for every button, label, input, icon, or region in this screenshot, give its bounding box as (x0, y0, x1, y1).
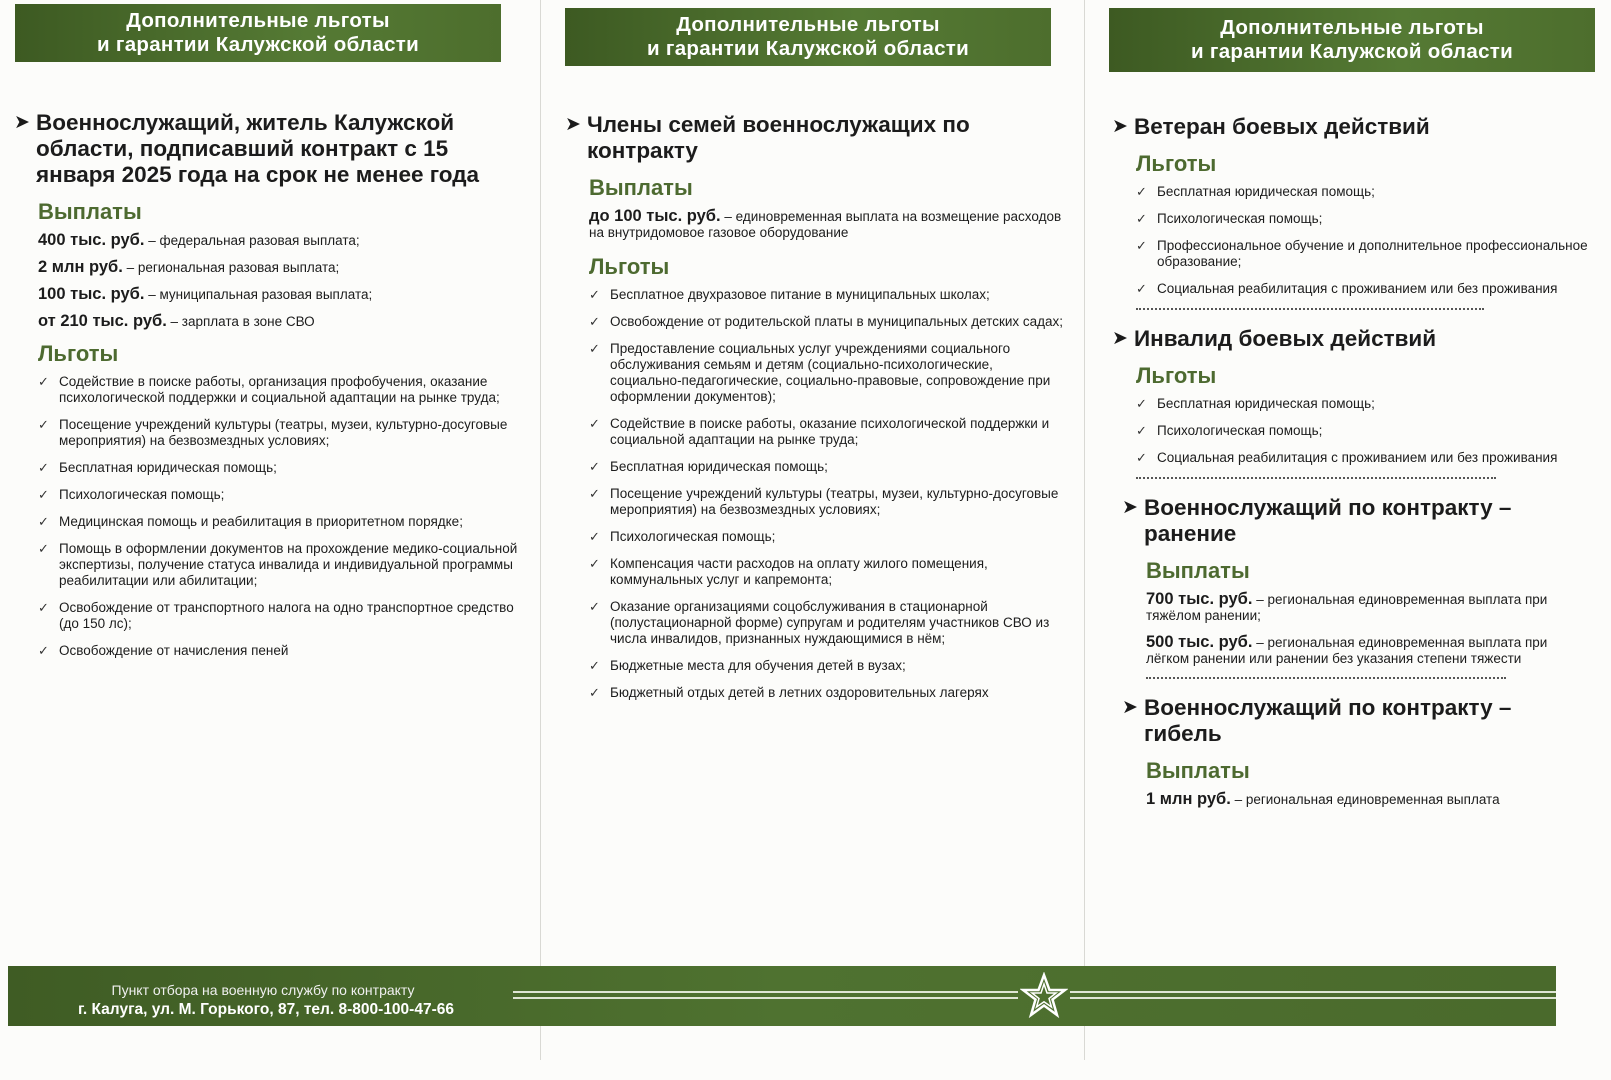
panel-servicemember-resident (0, 0, 540, 990)
payment-amount: 1 млн руб. (1146, 790, 1231, 808)
list-item (38, 374, 529, 406)
check-icon: ✓ (38, 460, 49, 475)
arrow-bullet-icon: ➤ (565, 114, 581, 135)
payments-subheading: Выплаты (589, 175, 693, 200)
list-item-text: Бесплатная юридическая помощь; (610, 459, 828, 474)
check-icon: ✓ (1136, 450, 1147, 465)
payment-amount: 2 млн руб. (38, 258, 123, 276)
list-item (38, 417, 529, 449)
list-item (589, 287, 1065, 303)
list-item (589, 314, 1065, 330)
list-item (589, 341, 1065, 405)
check-icon: ✓ (1136, 281, 1147, 296)
list-item (38, 487, 529, 503)
check-icon: ✓ (38, 417, 49, 432)
panel-header (565, 8, 1051, 66)
section-heading-text: Военнослужащий, житель Калужской области, подписавший контракт с 15 января 2025 года на срок не менее года (36, 110, 480, 187)
header-title-line2: и гарантии Калужской области (1190, 40, 1514, 63)
payment-amount: 700 тыс. руб. (1146, 590, 1253, 608)
section-heading-text: Члены семей военнослужащих по контракту (587, 112, 970, 163)
payment-desc: – зарплата в зоне СВО (166, 314, 315, 329)
check-icon: ✓ (1136, 238, 1147, 253)
benefits-list (1136, 184, 1592, 297)
check-icon: ✓ (589, 314, 600, 329)
payment-desc: – региональная единовременная выплата при тяжёлом ранении; (1146, 592, 1548, 623)
list-item-text: Социальная реабилитация с проживанием или без проживания (1157, 281, 1558, 296)
panel-header (15, 4, 501, 62)
list-item (589, 685, 1065, 701)
list-item-text: Содействие в поиске работы, организация профобучения, оказание психологической поддержки и социальной адаптации на рынке труда; (59, 374, 500, 405)
list-item (589, 416, 1065, 448)
list-item-text: Посещение учреждений культуры (театры, музеи, культурно-досуговые мероприятия) на безвозмездных условиях; (610, 486, 1059, 517)
check-icon: ✓ (1136, 184, 1147, 199)
list-item (1136, 396, 1592, 412)
payment-desc: – региональная разовая выплата; (122, 260, 340, 275)
payment-amount: от 210 тыс. руб. (38, 312, 167, 330)
payments-subheading: Выплаты (1146, 558, 1250, 583)
payment-desc: – муниципальная разовая выплата; (144, 287, 373, 302)
section-heading-text: Инвалид боевых действий (1134, 326, 1437, 351)
check-icon: ✓ (589, 685, 600, 700)
section-heading (565, 112, 1065, 164)
arrow-bullet-icon: ➤ (1112, 328, 1128, 349)
payment-item (38, 259, 529, 276)
panel-content (1112, 114, 1592, 818)
panel-header (1109, 8, 1595, 72)
list-item (589, 459, 1065, 475)
section-heading (1112, 326, 1592, 352)
payments-subheading: Выплаты (1146, 758, 1250, 783)
list-item-text: Бесплатная юридическая помощь; (1157, 396, 1375, 411)
list-item-text: Освобождение от начисления пеней (59, 643, 289, 658)
check-icon: ✓ (589, 459, 600, 474)
dotted-divider (1146, 677, 1506, 679)
list-item (38, 460, 529, 476)
list-item-text: Бюджетный отдых детей в летних оздоровительных лагерях (610, 685, 989, 700)
list-item-text: Медицинская помощь и реабилитация в приоритетном порядке; (59, 514, 463, 529)
check-icon: ✓ (38, 643, 49, 658)
section-heading (1122, 495, 1592, 547)
list-item-text: Профессиональное обучение и дополнительное профессиональное образование; (1157, 238, 1588, 269)
footer-stripe (1070, 991, 1556, 993)
panel-family-members (540, 0, 1084, 990)
payment-item (1146, 591, 1592, 624)
arrow-bullet-icon: ➤ (1122, 697, 1138, 718)
benefits-list (38, 374, 529, 659)
list-item (1136, 281, 1592, 297)
check-icon: ✓ (1136, 423, 1147, 438)
check-icon: ✓ (589, 416, 600, 431)
check-icon: ✓ (589, 556, 600, 571)
section-heading (1112, 114, 1592, 140)
footer-line1: Пункт отбора на военную службу по контракту (111, 982, 415, 998)
payment-amount: 100 тыс. руб. (38, 285, 145, 303)
check-icon: ✓ (589, 287, 600, 302)
payment-amount: 400 тыс. руб. (38, 231, 145, 249)
check-icon: ✓ (1136, 396, 1147, 411)
payment-amount: до 100 тыс. руб. (589, 207, 721, 225)
check-icon: ✓ (1136, 211, 1147, 226)
list-item (1136, 450, 1592, 466)
footer-stripe (513, 991, 1018, 993)
arrow-bullet-icon: ➤ (14, 112, 30, 133)
list-item-text: Содействие в поиске работы, оказание психологической поддержки и социальной адаптации на рынке труда; (610, 416, 1050, 447)
section-heading-text: Военнослужащий по контракту – гибель (1144, 695, 1512, 746)
footer-stripe (1070, 997, 1556, 999)
list-item-text: Бесплатная юридическая помощь; (1157, 184, 1375, 199)
star-emblem-icon (1020, 972, 1068, 1020)
list-item (1136, 423, 1592, 439)
arrow-bullet-icon: ➤ (1112, 116, 1128, 137)
list-item (589, 599, 1065, 647)
list-item (589, 529, 1065, 545)
benefits-list (589, 287, 1065, 701)
payment-desc: – региональная единовременная выплата (1230, 792, 1500, 807)
benefits-list (1136, 396, 1592, 466)
payment-amount: 500 тыс. руб. (1146, 633, 1253, 651)
payment-desc: – региональная единовременная выплата при лёгком ранении или ранении без указания степени тяжести (1146, 635, 1548, 666)
dotted-divider (1136, 308, 1484, 310)
list-item-text: Посещение учреждений культуры (театры, музеи, культурно-досуговые мероприятия) на безвозмездных условиях; (59, 417, 508, 448)
payment-item (38, 286, 529, 303)
list-item (589, 556, 1065, 588)
header-title-line1: Дополнительные льготы (126, 9, 390, 32)
header-title-line1: Дополнительные льготы (1220, 16, 1484, 39)
footer-stripe (513, 997, 1018, 999)
list-item (1136, 238, 1592, 270)
list-item-text: Бесплатная юридическая помощь; (59, 460, 277, 475)
list-item (1136, 211, 1592, 227)
list-item (38, 600, 529, 632)
list-item-text: Оказание организациями соцобслуживания в стационарной (полустационарной форме) супругам и родителям участников СВО из числа инвалидов, признанных нуждающимися в нём; (610, 599, 1050, 646)
dotted-divider (1136, 477, 1496, 479)
payment-desc: – единовременная выплата на возмещение расходов на внутридомовое газовое оборудование (589, 209, 1062, 240)
check-icon: ✓ (38, 374, 49, 389)
list-item-text: Психологическая помощь; (610, 529, 776, 544)
list-item-text: Психологическая помощь; (1157, 423, 1323, 438)
check-icon: ✓ (589, 341, 600, 356)
check-icon: ✓ (38, 514, 49, 529)
header-title-line2: и гарантии Калужской области (96, 33, 420, 56)
payment-desc: – федеральная разовая выплата; (144, 233, 360, 248)
check-icon: ✓ (38, 487, 49, 502)
list-item-text: Компенсация части расходов на оплату жилого помещения, коммунальных услуг и капремонта; (610, 556, 988, 587)
list-item (38, 541, 529, 589)
panel-veterans-and-payments (1084, 0, 1611, 990)
list-item-text: Предоставление социальных услуг учреждениями социального обслуживания семьям и детям (социально-психологические, социально-педагогические, социально-правовые, сопровождение при оформлении документов); (610, 341, 1051, 404)
list-item (38, 643, 529, 659)
section-heading-text: Ветеран боевых действий (1134, 114, 1430, 139)
footer-banner (8, 966, 1556, 1026)
section-heading (14, 110, 529, 188)
check-icon: ✓ (589, 529, 600, 544)
check-icon: ✓ (589, 658, 600, 673)
footer-address: г. Калуга, ул. М. Горького, 87, тел. 8-800-100-47-66 (78, 1001, 454, 1018)
list-item (38, 514, 529, 530)
panel-content (14, 110, 529, 670)
payment-item (589, 208, 1065, 241)
header-title-line2: и гарантии Калужской области (646, 37, 970, 60)
check-icon: ✓ (589, 486, 600, 501)
list-item (589, 658, 1065, 674)
benefits-subheading: Льготы (1136, 363, 1217, 388)
arrow-bullet-icon: ➤ (1122, 497, 1138, 518)
list-item-text: Освобождение от транспортного налога на одно транспортное средство (до 150 лс); (59, 600, 514, 631)
list-item-text: Социальная реабилитация с проживанием или без проживания (1157, 450, 1558, 465)
check-icon: ✓ (589, 599, 600, 614)
section-heading-text: Военнослужащий по контракту – ранение (1144, 495, 1512, 546)
list-item-text: Психологическая помощь; (1157, 211, 1323, 226)
list-item-text: Психологическая помощь; (59, 487, 225, 502)
list-item-text: Помощь в оформлении документов на прохождение медико-социальной экспертизы, получение статуса инвалида и индивидуальной программы реабилитации или абилитации; (59, 541, 518, 588)
payment-item (1146, 791, 1592, 808)
list-item-text: Бюджетные места для обучения детей в вузах; (610, 658, 906, 673)
list-item-text: Бесплатное двухразовое питание в муниципальных школах; (610, 287, 990, 302)
list-item (1136, 184, 1592, 200)
header-title-line1: Дополнительные льготы (676, 13, 940, 36)
panel-content (565, 112, 1065, 712)
payment-item (38, 313, 529, 330)
check-icon: ✓ (38, 600, 49, 615)
benefits-subheading: Льготы (38, 341, 119, 366)
benefits-subheading: Льготы (589, 254, 670, 279)
section-heading (1122, 695, 1592, 747)
list-item (589, 486, 1065, 518)
list-item-text: Освобождение от родительской платы в муниципальных детских садах; (610, 314, 1064, 329)
benefits-subheading: Льготы (1136, 151, 1217, 176)
payment-item (1146, 634, 1592, 667)
payment-item (38, 232, 529, 249)
check-icon: ✓ (38, 541, 49, 556)
payments-subheading: Выплаты (38, 199, 142, 224)
